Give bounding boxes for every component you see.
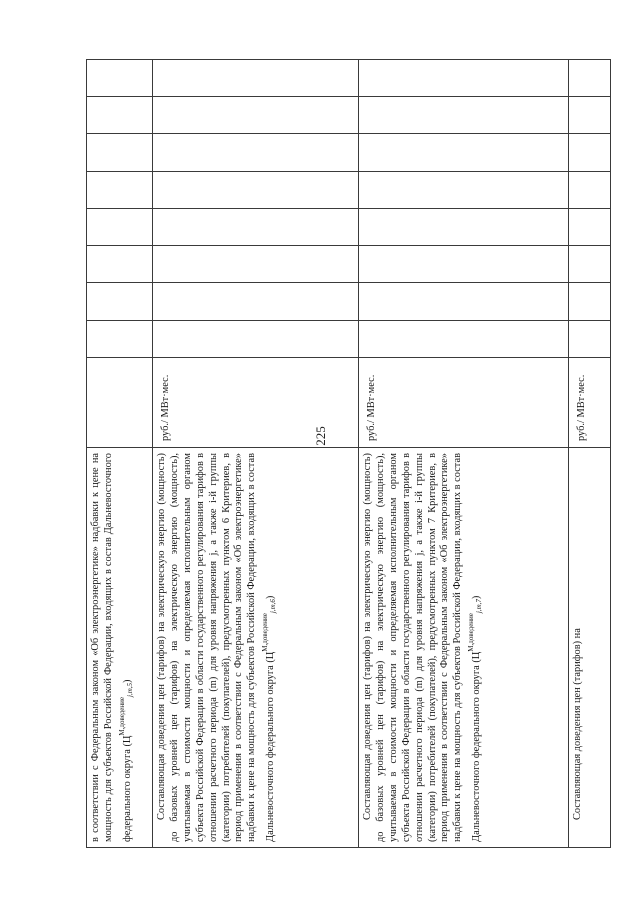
tariff-table xyxy=(86,59,611,848)
unit-cell: руб./ МВт·мес. xyxy=(153,358,359,448)
value-cell xyxy=(569,171,611,208)
description-cell xyxy=(87,448,153,848)
table-row xyxy=(359,60,569,848)
value-cell xyxy=(153,97,359,134)
description-text: в соответствии с Федеральным законом «Об электроэнергетике» надбавки к цене на мощность для субъектов Российской Федерации, входящих в состав Дальневосточного федерального округа $(Ц^{М,доведение}_{j,m,5})$ xyxy=(90,453,134,842)
value-cell xyxy=(153,283,359,320)
value-cell xyxy=(87,246,153,283)
value-cell xyxy=(87,60,153,97)
table-row xyxy=(153,60,359,848)
description-text: Составляющая доведения цен (тарифов) на электрическую энергию (мощность) до базовых уровней цен (тарифов) на электрическую энергию (мощность), учитываемая в стоимости мощности и определяемая исполнительным органом субъекта Российской Федерации в области государственного регулирования тарифов в отношении расчетного периода (m) для уровня напряжения j, а также i-й группы (категории) потребителей (покупателей), предусмотренных пунктом 7 Критериев, в период применения в соответствии с Федеральным законом «Об электроэнергетике» надбавки к цене на мощность для субъектов Российской Федерации, входящих в состав Дальневосточного федерального округа $(Ц^{М,доведение}_{j,m,7})$ xyxy=(362,453,484,842)
value-cell xyxy=(569,134,611,171)
value-cell xyxy=(569,320,611,357)
value-cell xyxy=(569,283,611,320)
formula: $^{М,доведение}_{j,m,6}$) xyxy=(261,595,278,652)
value-cell xyxy=(569,246,611,283)
rotated-table xyxy=(86,60,610,848)
value-cell xyxy=(87,134,153,171)
unit-cell: руб./ МВт·мес. xyxy=(359,358,569,448)
value-cell xyxy=(153,171,359,208)
description-text: Составляющая доведения цен (тарифов) на xyxy=(572,628,583,820)
value-cell xyxy=(359,97,569,134)
value-cell xyxy=(87,320,153,357)
value-cell xyxy=(569,209,611,246)
value-cell xyxy=(569,60,611,97)
formula: $^{М,доведение}_{j,m,7}$) xyxy=(467,595,484,652)
value-cell xyxy=(359,209,569,246)
description-cell xyxy=(359,448,569,848)
value-cell xyxy=(569,97,611,134)
unit-cell xyxy=(87,358,153,448)
value-cell xyxy=(87,283,153,320)
table-row xyxy=(87,60,153,848)
value-cell xyxy=(153,60,359,97)
page-number: 225 xyxy=(313,426,328,446)
value-cell xyxy=(359,246,569,283)
value-cell xyxy=(359,283,569,320)
value-cell xyxy=(153,134,359,171)
value-cell xyxy=(153,246,359,283)
value-cell xyxy=(153,320,359,357)
unit-cell: руб./ МВт·мес. xyxy=(569,358,611,448)
value-cell xyxy=(153,209,359,246)
value-cell xyxy=(359,60,569,97)
value-cell xyxy=(87,209,153,246)
value-cell xyxy=(359,134,569,171)
value-cell xyxy=(359,171,569,208)
value-cell xyxy=(87,97,153,134)
table-row xyxy=(569,60,611,848)
description-cell xyxy=(569,448,611,848)
value-cell xyxy=(87,171,153,208)
description-cell xyxy=(153,448,359,848)
value-cell xyxy=(359,320,569,357)
formula: $^{М,доведение}_{j,m,5}$) xyxy=(117,679,134,736)
description-text: Составляющая доведения цен (тарифов) на электрическую энергию (мощность) до базовых уровней цен (тарифов) на электрическую энергию (мощность), учитываемая в стоимости мощности и определяемая исполнительным органом субъекта Российской Федерации в области государственного регулирования тарифов в отношении расчетного периода (m) для уровня напряжения j, а также i-й группы (категории) потребителей (покупателей), предусмотренных пунктом 6 Критериев, в период применения в соответствии с Федеральным законом «Об электроэнергетике» надбавки к цене на мощность для субъектов Российской Федерации, входящих в состав Дальневосточного федерального округа $(Ц^{М,доведение}_{j,m,6})$ xyxy=(156,453,278,842)
